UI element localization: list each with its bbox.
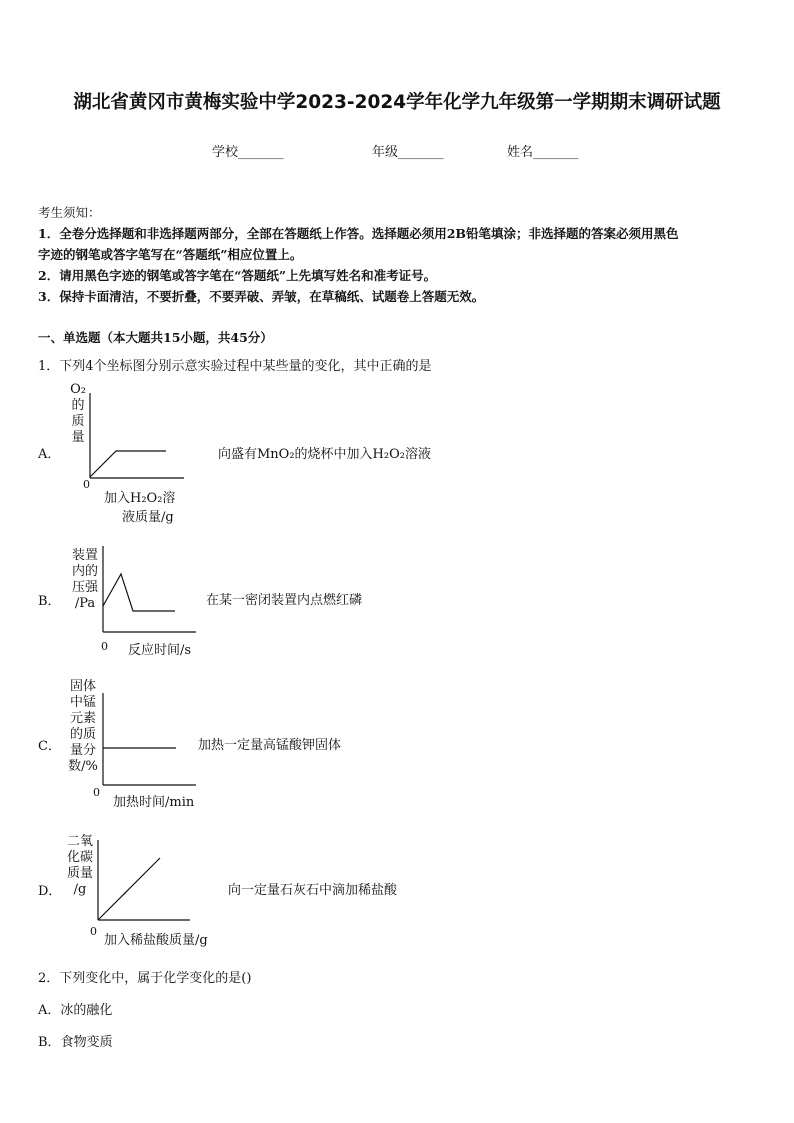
q1-option-b-text: 在某一密闭装置内点燃红磷: [206, 593, 363, 608]
grade-field: 年级_______: [372, 145, 444, 160]
notice-item-1: 1．全卷分选择题和非选择题两部分，全部在答题纸上作答。选择题必须用2B铅笔填涂；非选择题的答案必须用黑色: [38, 226, 679, 241]
q2-option-b: [38, 1031, 113, 1050]
graph-a-x-label-2: 液质量/g: [122, 510, 174, 525]
graph-d-origin: 0: [90, 925, 97, 938]
graph-c-x-label: 加热时间/min: [113, 795, 195, 810]
q2-option-a: [38, 999, 112, 1018]
notice-item-3: 3．保持卡面清洁，不要折叠，不要弄破、弄皱，在草稿纸、试题卷上答题无效。: [38, 289, 485, 304]
q1-option-b-label: B．: [38, 594, 61, 609]
q2-option-a-label: A．: [38, 1003, 61, 1018]
graph-c-y-label: 固体 中锰 元素 的质 量分 数/%: [68, 679, 98, 774]
q2-option-a-text: 冰的融化: [60, 1003, 113, 1018]
graph-b-x-label: 反应时间/s: [128, 643, 192, 658]
graph-b-origin: 0: [101, 640, 108, 653]
q1-option-a-text: 向盛有MnO₂的烧杯中加入H₂O₂溶液: [218, 447, 431, 462]
page-title: 湖北省黄冈市黄梅实验中学2023-2024学年化学九年级第一学期期末调研试题: [73, 92, 721, 113]
question-1-stem: 1．下列4个坐标图分别示意实验过程中某些量的变化，其中正确的是: [38, 359, 432, 374]
graph-d-y-label: 二氧 化碳 质量 /g: [66, 834, 93, 897]
notice-item-2: 2．请用黑色字迹的钢笔或答字笔在“答题纸”上先填写姓名和准考证号。: [38, 268, 437, 283]
q1-option-a-label: A．: [38, 447, 61, 462]
q1-option-d-label: D．: [38, 884, 62, 899]
graph-d-x-label: 加入稀盐酸质量/g: [104, 933, 208, 948]
school-field: 学校_______: [212, 145, 284, 160]
graph-d-curve: [98, 858, 160, 920]
graph-a-origin: 0: [83, 478, 90, 491]
notice-item-1-cont: 字迹的钢笔或答字笔写在“答题纸”相应位置上。: [38, 247, 303, 262]
q2-option-b-label: B．: [38, 1035, 61, 1050]
graph-b-curve: [103, 574, 175, 611]
q1-option-c-text: 加热一定量高锰酸钾固体: [198, 738, 342, 753]
graph-a-y-label: O₂ 的 质 量: [70, 382, 86, 445]
graph-a-x-label-1: 加入H₂O₂溶: [104, 491, 176, 506]
graph-b-y-label: 装置 内的 压强 /Pa: [71, 548, 98, 611]
q1-option-c-label: C．: [38, 739, 61, 754]
name-field: 姓名_______: [507, 145, 579, 160]
notice-heading: 考生须知：: [38, 205, 101, 220]
section-heading: 一、单选题（本大题共15小题，共45分）: [38, 330, 273, 345]
graph-c-origin: 0: [93, 786, 100, 799]
q1-option-d-text: 向一定量石灰石中滴加稀盐酸: [228, 883, 398, 898]
graph-a-curve: [90, 451, 166, 477]
question-2-stem: 2．下列变化中，属于化学变化的是(): [38, 971, 252, 986]
q2-option-b-text: 食物变质: [60, 1035, 113, 1050]
